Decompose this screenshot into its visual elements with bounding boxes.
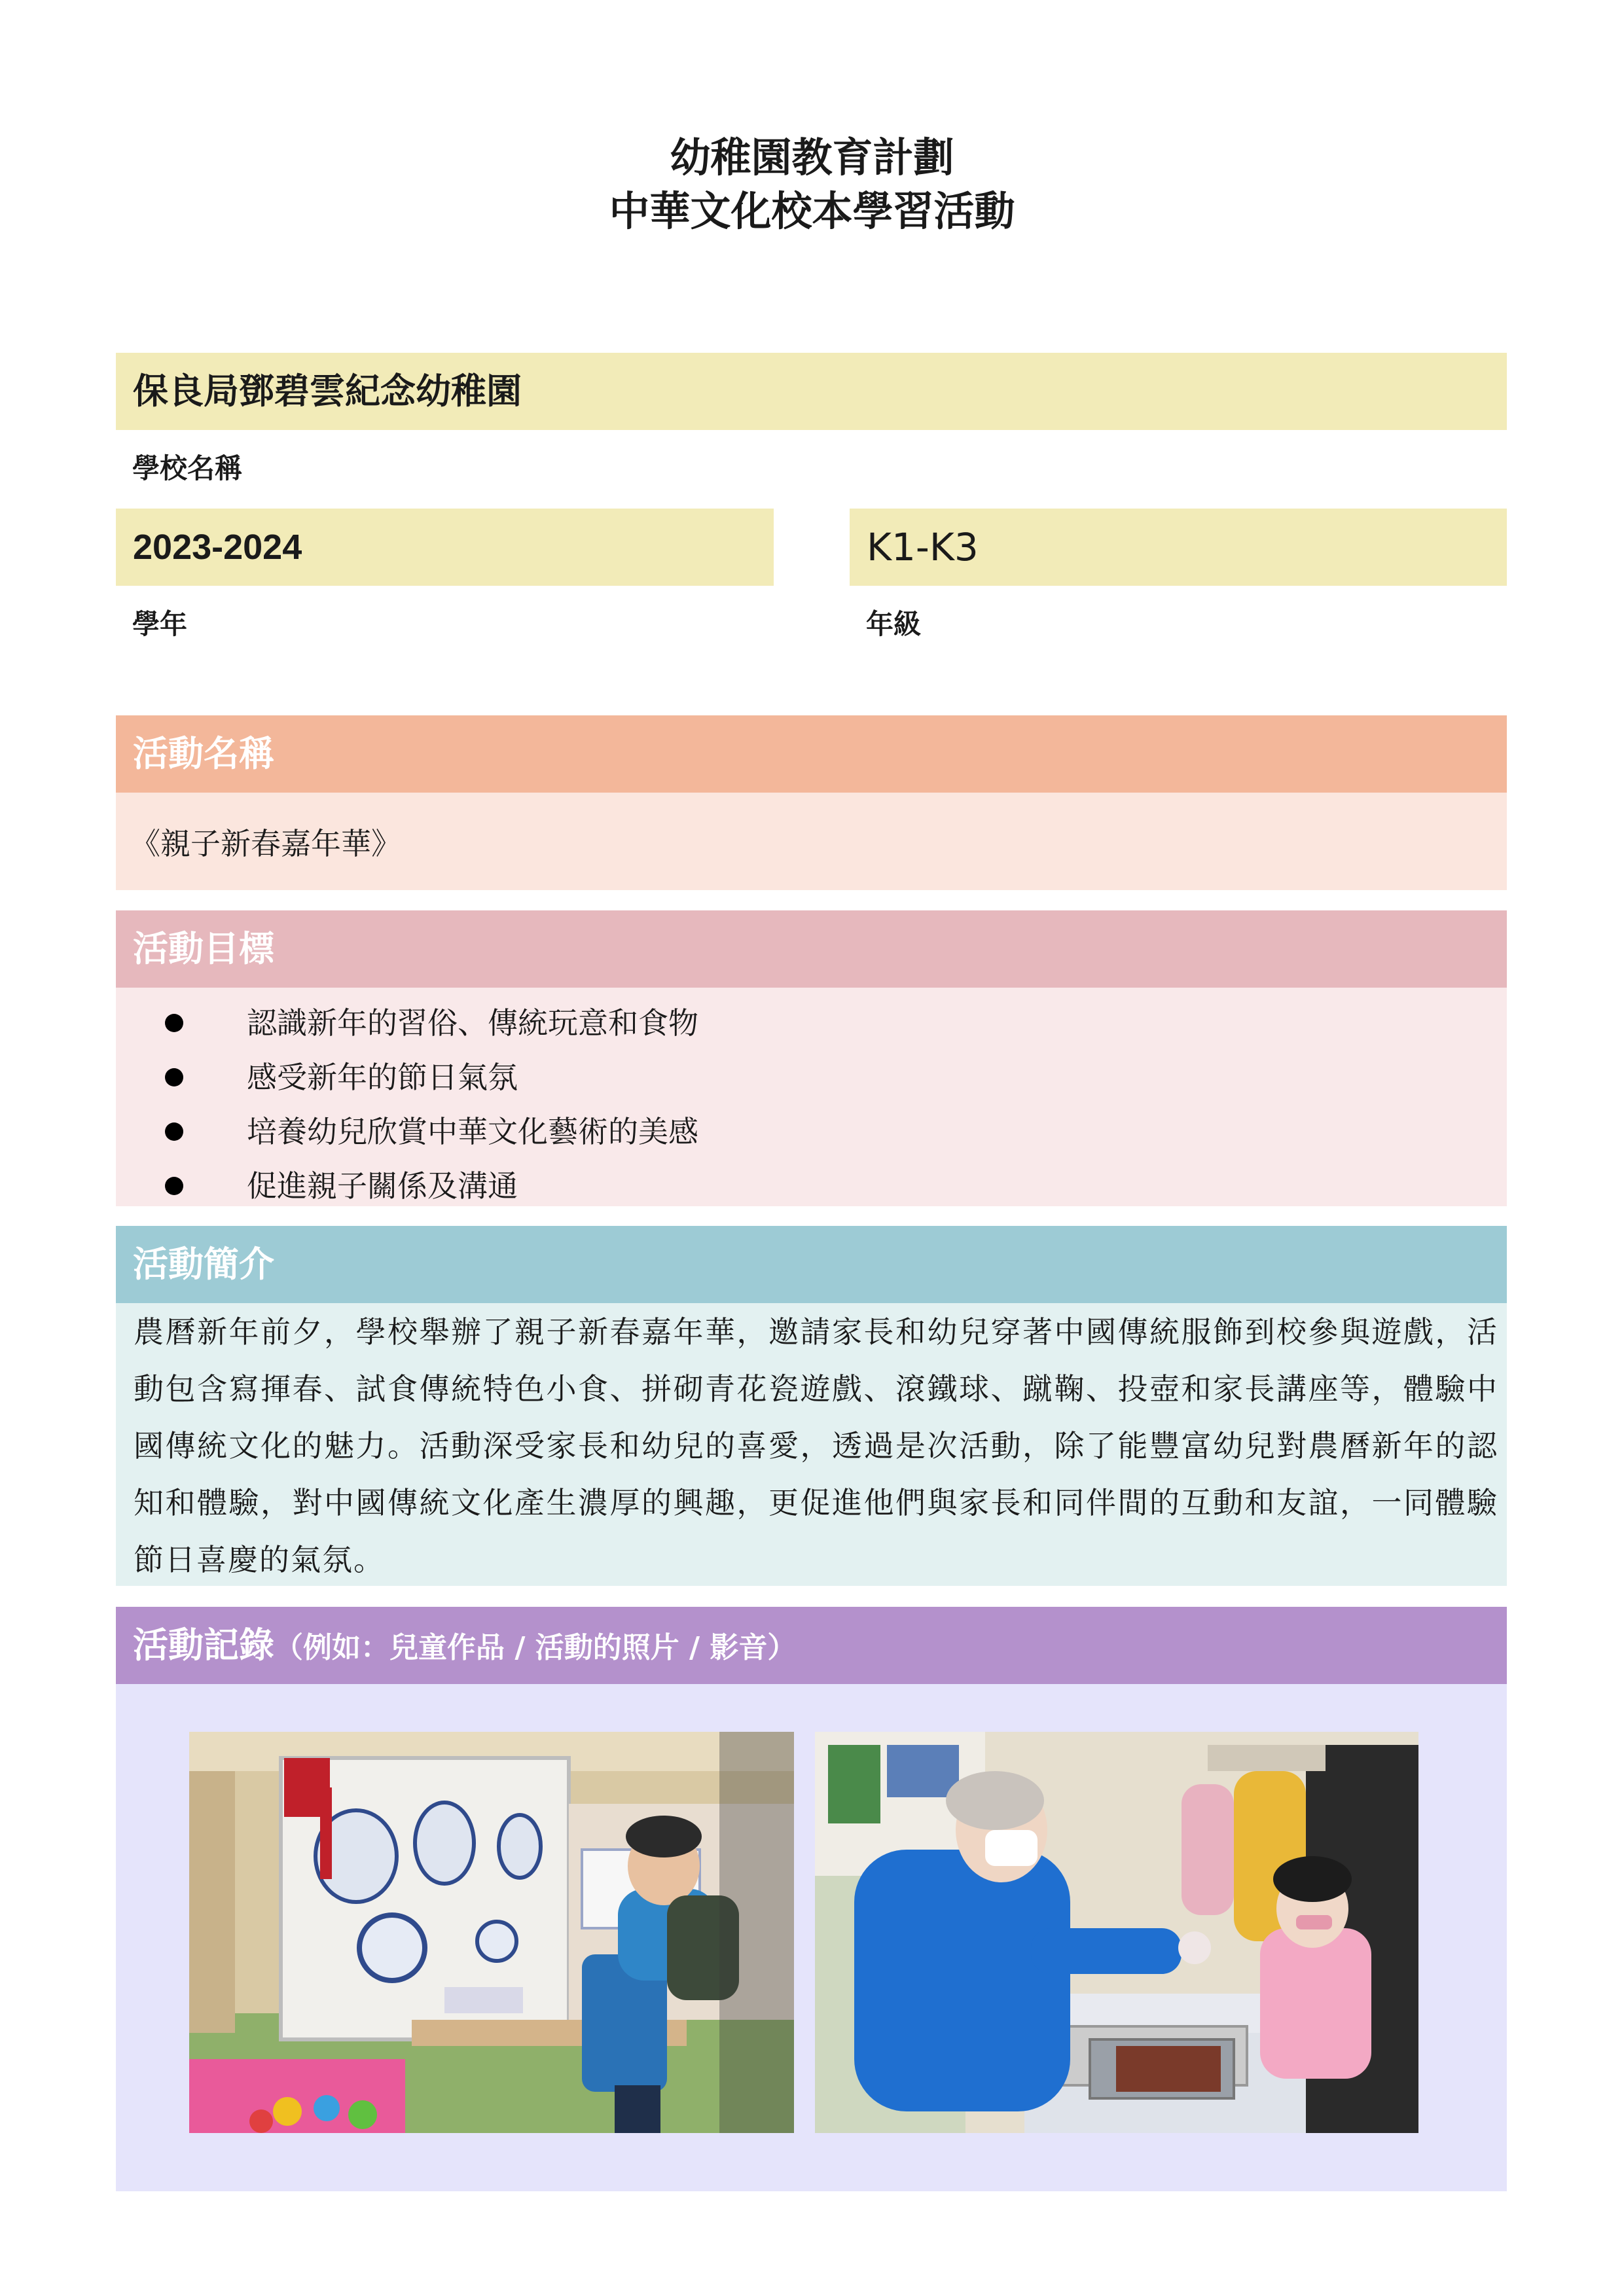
activity-photo-blue-white-porcelain	[189, 1732, 794, 2133]
records-heading-note: （例如：兒童作品 / 活動的照片 / 影音）	[274, 1631, 797, 1664]
activity-name-heading: 活動名稱	[116, 715, 1507, 793]
grade-caption: 年級	[866, 608, 922, 640]
activity-name-body	[116, 793, 1507, 890]
school-name-caption: 學校名稱	[132, 452, 243, 484]
title-line-2: 中華文化校本學習活動	[609, 187, 1015, 235]
intro-text: 農曆新年前夕，學校舉辦了親子新春嘉年華，邀請家長和幼兒穿著中國傳統服飾到校參與遊戲，活動包含寫揮春、試食傳統特色小食、拼砌青花瓷遊戲、滾鐵球、蹴鞠、投壺和家長講座等，體驗中國傳統文化的魅力。活動深受家長和幼兒的喜愛，透過是次活動，除了能豐富幼兒對農曆新年的認知和體驗，對中國傳統文化產生濃厚的興趣，更促進他們與家長和同伴間的互動和友誼，一同體驗節日喜慶的氣氛。	[134, 1314, 1498, 1577]
activity-name-value: 《親子新春嘉年華》	[130, 826, 401, 861]
records-heading-title: 活動記錄	[133, 1624, 274, 1666]
objectives-body	[116, 988, 1507, 1206]
objectives-heading: 活動目標	[116, 910, 1507, 988]
school-year-caption: 學年	[132, 608, 188, 640]
activity-photo-food-tasting	[815, 1732, 1418, 2133]
objective-item: 感受新年的節日氣氛	[247, 1058, 518, 1097]
bullet-icon	[165, 1068, 183, 1086]
school-name-field: 保良局鄧碧雲紀念幼稚園	[116, 353, 1507, 430]
objective-item: 促進親子關係及溝通	[247, 1166, 518, 1206]
intro-heading: 活動簡介	[116, 1226, 1507, 1303]
grade-field: K1-K3	[850, 509, 1507, 586]
objective-item: 認識新年的習俗、傳統玩意和食物	[247, 1003, 698, 1043]
records-heading	[116, 1607, 1507, 1684]
objective-item: 培養幼兒欣賞中華文化藝術的美感	[247, 1112, 698, 1151]
bullet-icon	[165, 1177, 183, 1195]
school-year-field: 2023-2024	[116, 509, 774, 586]
bullet-icon	[165, 1014, 183, 1032]
title-line-1: 幼稚園教育計劃	[670, 134, 954, 181]
bullet-icon	[165, 1122, 183, 1141]
